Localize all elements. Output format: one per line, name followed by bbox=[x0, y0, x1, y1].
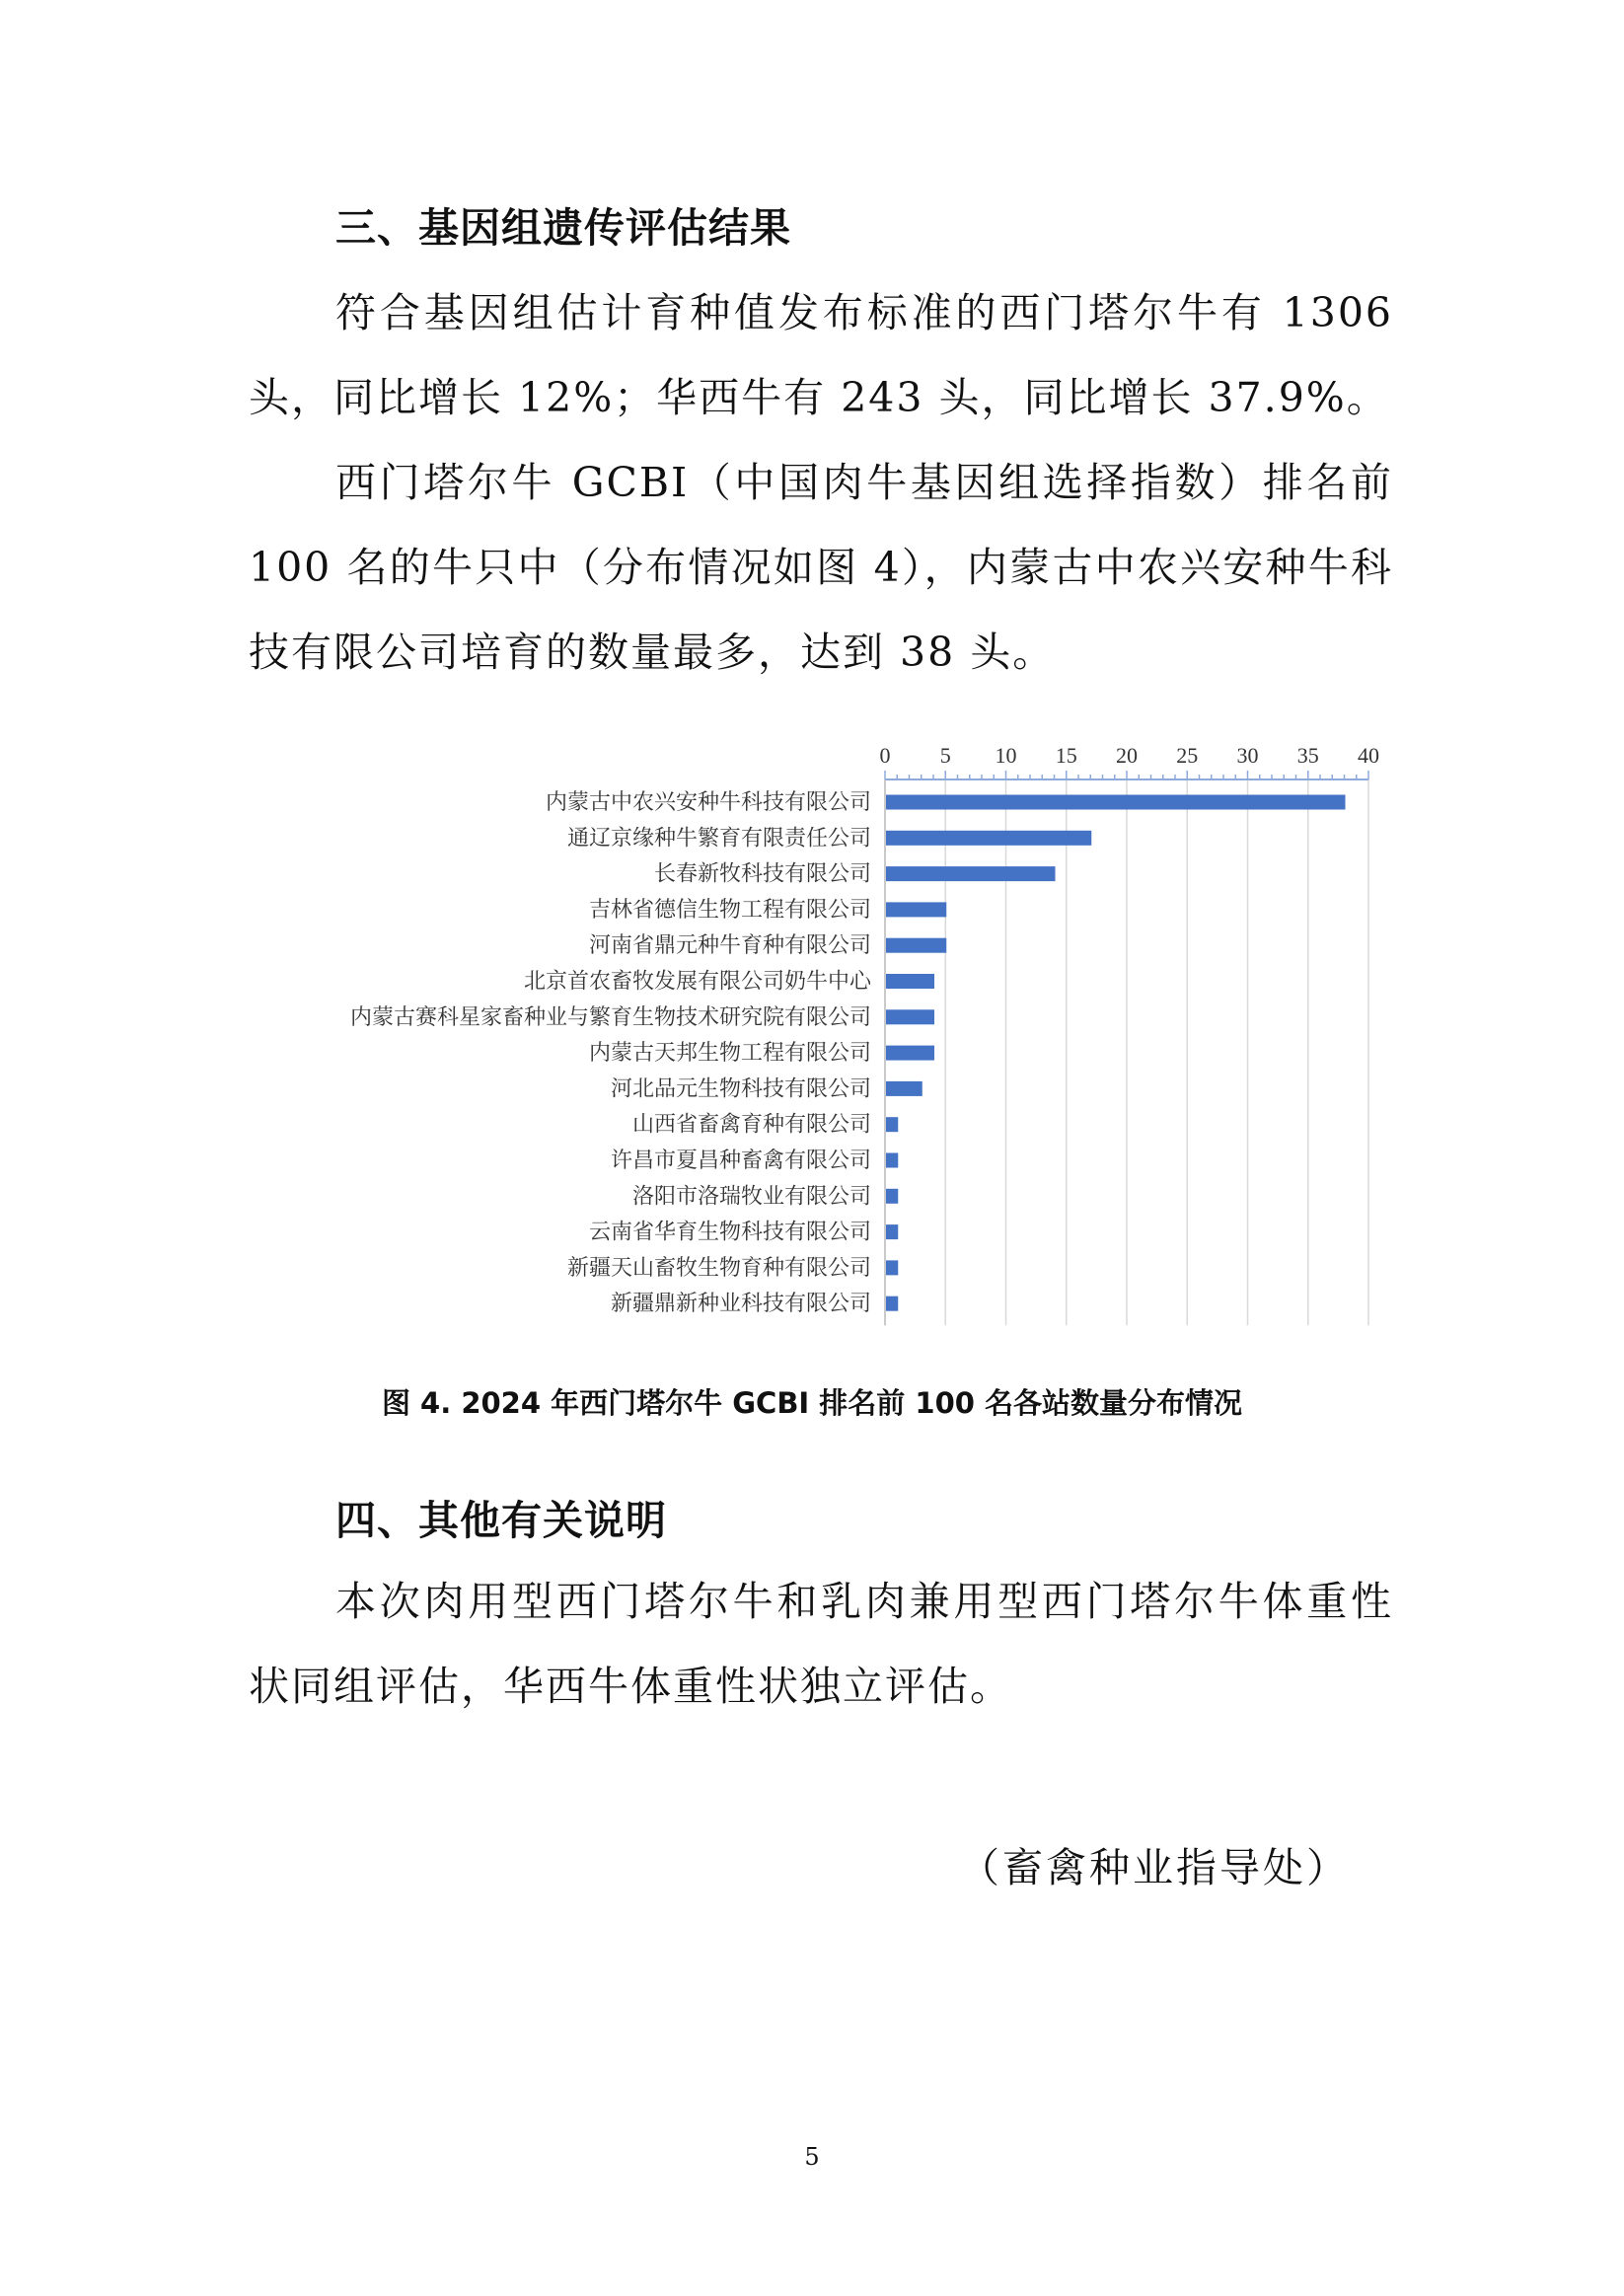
x-tick-label: 15 bbox=[1055, 743, 1077, 768]
bar bbox=[886, 1153, 898, 1168]
category-label: 北京首农畜牧发展有限公司奶牛中心 bbox=[523, 969, 871, 995]
bar bbox=[886, 902, 946, 917]
bar bbox=[886, 1081, 923, 1096]
category-label: 内蒙古中农兴安种牛科技有限公司 bbox=[545, 790, 871, 815]
category-label: 新疆鼎新种业科技有限公司 bbox=[610, 1292, 871, 1317]
bar bbox=[886, 1189, 898, 1204]
category-label: 内蒙古天邦生物工程有限公司 bbox=[588, 1041, 871, 1067]
bar bbox=[886, 795, 1346, 810]
category-label: 新疆天山畜牧生物育种有限公司 bbox=[566, 1255, 871, 1281]
x-tick-label: 30 bbox=[1236, 743, 1259, 768]
bar bbox=[886, 1296, 898, 1311]
x-tick-label: 25 bbox=[1176, 743, 1199, 768]
section3-paragraph-2: 西门塔尔牛 GCBI（中国肉牛基因组选择指数）排名前 100 名的牛只中（分布情况如图 4），内蒙古中农兴安种牛科技有限公司培育的数量最多，达到 38 头。 bbox=[249, 459, 1393, 676]
category-label: 通辽京缘种牛繁育有限责任公司 bbox=[566, 826, 871, 852]
x-tick-label: 0 bbox=[879, 743, 891, 768]
bar bbox=[886, 866, 1056, 881]
category-label: 长春新牧科技有限公司 bbox=[653, 861, 871, 887]
bar bbox=[886, 1224, 898, 1239]
section3-paragraph-1: 符合基因组估计育种值发布标准的西门塔尔牛有 1306 头，同比增长 12%；华西牛有 243 头，同比增长 37.9%。 bbox=[249, 289, 1393, 421]
x-tick-label: 40 bbox=[1358, 743, 1379, 768]
bar bbox=[886, 1046, 934, 1061]
category-label: 山西省畜禽育种有限公司 bbox=[631, 1112, 871, 1138]
signature: （畜禽种业指导处） bbox=[959, 1844, 1350, 1891]
bar bbox=[886, 1117, 898, 1132]
x-tick-label: 5 bbox=[939, 743, 951, 768]
section4-heading: 四、其他有关说明 bbox=[335, 1497, 667, 1544]
bar bbox=[886, 1009, 934, 1024]
section3-heading: 三、基因组遗传评估结果 bbox=[335, 204, 791, 252]
category-label: 云南省华育生物科技有限公司 bbox=[588, 1220, 871, 1245]
category-label: 许昌市夏昌种畜禽有限公司 bbox=[610, 1148, 871, 1173]
bar bbox=[886, 1260, 898, 1275]
category-label: 洛阳市洛瑞牧业有限公司 bbox=[631, 1184, 871, 1210]
bar bbox=[886, 938, 946, 953]
category-label: 吉林省德信生物工程有限公司 bbox=[588, 897, 871, 923]
x-tick-label: 20 bbox=[1116, 743, 1138, 768]
figure-caption: 图 4. 2024 年西门塔尔牛 GCBI 排名前 100 名各站数量分布情况 bbox=[381, 1386, 1243, 1420]
page-number: 5 bbox=[804, 2143, 820, 2171]
category-label: 河北品元生物科技有限公司 bbox=[610, 1076, 871, 1102]
category-label: 内蒙古赛科星家畜种业与繁育生物技术研究院有限公司 bbox=[349, 1004, 871, 1030]
section4-paragraph: 本次肉用型西门塔尔牛和乳肉兼用型西门塔尔牛体重性状同组评估，华西牛体重性状独立评估。 bbox=[249, 1578, 1393, 1710]
bar bbox=[886, 974, 934, 989]
x-tick-label: 35 bbox=[1296, 743, 1319, 768]
x-tick-label: 10 bbox=[995, 743, 1017, 768]
bar bbox=[886, 831, 1091, 846]
category-label: 河南省鼎元种牛育种有限公司 bbox=[588, 933, 871, 959]
